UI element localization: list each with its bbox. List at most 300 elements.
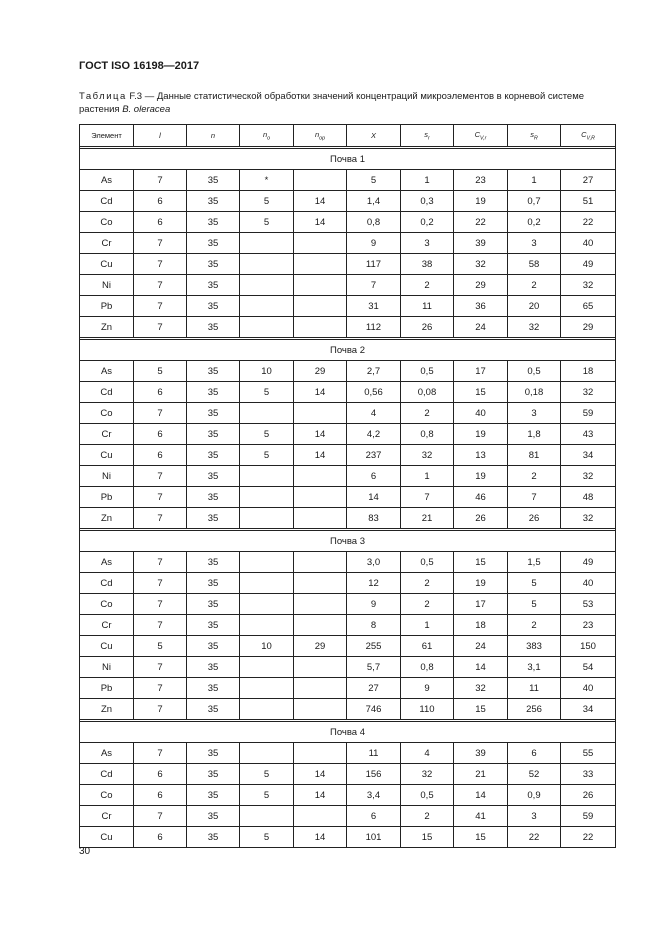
value-cell: 65 bbox=[561, 296, 616, 317]
value-cell: 3,0 bbox=[347, 552, 401, 573]
value-cell: 7 bbox=[134, 552, 187, 573]
value-cell: 2 bbox=[508, 275, 561, 296]
value-cell: 40 bbox=[561, 678, 616, 699]
value-cell: 9 bbox=[401, 678, 454, 699]
value-cell: 49 bbox=[561, 254, 616, 275]
value-cell bbox=[294, 508, 347, 529]
soil-section-row bbox=[80, 340, 616, 361]
table-row bbox=[80, 466, 616, 487]
value-cell: 3 bbox=[508, 403, 561, 424]
element-cell: As bbox=[80, 552, 134, 573]
value-cell: 46 bbox=[454, 487, 508, 508]
column-header: $n_{op}$ bbox=[294, 125, 347, 147]
value-cell bbox=[240, 657, 294, 678]
value-cell: 2,7 bbox=[347, 361, 401, 382]
caption-label: Таблица bbox=[79, 91, 127, 102]
value-cell: 24 bbox=[454, 317, 508, 338]
element-cell: Cu bbox=[80, 636, 134, 657]
table-row bbox=[80, 403, 616, 424]
value-cell: 18 bbox=[561, 361, 616, 382]
value-cell: 5 bbox=[240, 424, 294, 445]
value-cell: 10 bbox=[240, 636, 294, 657]
value-cell: 2 bbox=[401, 275, 454, 296]
value-cell: 38 bbox=[401, 254, 454, 275]
value-cell: 34 bbox=[561, 445, 616, 466]
value-cell bbox=[294, 254, 347, 275]
value-cell: 5 bbox=[240, 785, 294, 806]
value-cell: 35 bbox=[187, 403, 240, 424]
soil-section-row bbox=[80, 722, 616, 743]
table-row bbox=[80, 743, 616, 764]
value-cell: 35 bbox=[187, 361, 240, 382]
table-row bbox=[80, 170, 616, 191]
value-cell: 51 bbox=[561, 191, 616, 212]
value-cell: 10 bbox=[240, 361, 294, 382]
value-cell: 35 bbox=[187, 764, 240, 785]
value-cell: 22 bbox=[561, 827, 616, 848]
value-cell: 31 bbox=[347, 296, 401, 317]
value-cell: 17 bbox=[454, 594, 508, 615]
value-cell: 32 bbox=[561, 382, 616, 403]
value-cell: 27 bbox=[561, 170, 616, 191]
value-cell: 59 bbox=[561, 806, 616, 827]
value-cell: 0,5 bbox=[401, 785, 454, 806]
value-cell bbox=[294, 403, 347, 424]
value-cell: 35 bbox=[187, 254, 240, 275]
value-cell bbox=[240, 678, 294, 699]
caption-species: B. oleracea bbox=[122, 104, 171, 115]
value-cell: 11 bbox=[508, 678, 561, 699]
value-cell bbox=[294, 233, 347, 254]
value-cell: 5 bbox=[508, 573, 561, 594]
data-table bbox=[79, 124, 616, 848]
value-cell: 32 bbox=[561, 275, 616, 296]
value-cell: 6 bbox=[508, 743, 561, 764]
value-cell: 41 bbox=[454, 806, 508, 827]
value-cell: 35 bbox=[187, 699, 240, 720]
element-cell: Pb bbox=[80, 487, 134, 508]
value-cell: 35 bbox=[187, 170, 240, 191]
value-cell bbox=[240, 806, 294, 827]
value-cell: 7 bbox=[134, 487, 187, 508]
value-cell: 14 bbox=[294, 764, 347, 785]
value-cell: 19 bbox=[454, 424, 508, 445]
caption-number: F.3 bbox=[129, 91, 143, 102]
value-cell bbox=[294, 552, 347, 573]
value-cell: 19 bbox=[454, 191, 508, 212]
value-cell: 237 bbox=[347, 445, 401, 466]
value-cell: 14 bbox=[347, 487, 401, 508]
table-row bbox=[80, 657, 616, 678]
value-cell: 746 bbox=[347, 699, 401, 720]
value-cell: 5 bbox=[508, 594, 561, 615]
value-cell: 35 bbox=[187, 233, 240, 254]
column-header: $n_o$ bbox=[240, 125, 294, 147]
value-cell bbox=[240, 615, 294, 636]
value-cell: 35 bbox=[187, 424, 240, 445]
column-header: $s_R$ bbox=[508, 125, 561, 147]
soil-title: Почва 2 bbox=[80, 340, 616, 361]
element-cell: Zn bbox=[80, 317, 134, 338]
value-cell: 6 bbox=[134, 785, 187, 806]
element-cell: Cr bbox=[80, 233, 134, 254]
value-cell: * bbox=[240, 170, 294, 191]
element-cell: Co bbox=[80, 594, 134, 615]
value-cell: 7 bbox=[134, 678, 187, 699]
value-cell: 5 bbox=[240, 445, 294, 466]
value-cell: 5,7 bbox=[347, 657, 401, 678]
table-row bbox=[80, 615, 616, 636]
value-cell bbox=[294, 466, 347, 487]
value-cell: 15 bbox=[454, 552, 508, 573]
value-cell bbox=[240, 552, 294, 573]
value-cell: 7 bbox=[134, 466, 187, 487]
column-header: X bbox=[347, 125, 401, 147]
value-cell: 14 bbox=[294, 424, 347, 445]
value-cell: 23 bbox=[561, 615, 616, 636]
value-cell: 7 bbox=[134, 508, 187, 529]
value-cell: 6 bbox=[347, 466, 401, 487]
value-cell: 7 bbox=[134, 615, 187, 636]
value-cell: 1 bbox=[508, 170, 561, 191]
value-cell: 15 bbox=[454, 699, 508, 720]
value-cell: 59 bbox=[561, 403, 616, 424]
value-cell: 7 bbox=[134, 296, 187, 317]
value-cell: 7 bbox=[134, 699, 187, 720]
value-cell: 1 bbox=[401, 170, 454, 191]
value-cell: 32 bbox=[561, 508, 616, 529]
value-cell: 6 bbox=[134, 445, 187, 466]
value-cell: 4 bbox=[401, 743, 454, 764]
table-row bbox=[80, 424, 616, 445]
value-cell: 27 bbox=[347, 678, 401, 699]
table-row bbox=[80, 573, 616, 594]
value-cell: 40 bbox=[561, 233, 616, 254]
value-cell: 36 bbox=[454, 296, 508, 317]
value-cell: 150 bbox=[561, 636, 616, 657]
value-cell bbox=[240, 487, 294, 508]
value-cell: 7 bbox=[508, 487, 561, 508]
element-cell: Cu bbox=[80, 254, 134, 275]
value-cell: 32 bbox=[508, 317, 561, 338]
value-cell: 35 bbox=[187, 508, 240, 529]
value-cell bbox=[294, 594, 347, 615]
value-cell: 2 bbox=[401, 403, 454, 424]
value-cell: 8 bbox=[347, 615, 401, 636]
element-cell: Cr bbox=[80, 424, 134, 445]
value-cell: 9 bbox=[347, 233, 401, 254]
soil-title: Почва 4 bbox=[80, 722, 616, 743]
value-cell bbox=[240, 699, 294, 720]
table-row bbox=[80, 382, 616, 403]
value-cell: 26 bbox=[508, 508, 561, 529]
value-cell: 0,08 bbox=[401, 382, 454, 403]
table-row bbox=[80, 361, 616, 382]
value-cell: 7 bbox=[134, 657, 187, 678]
value-cell: 0,5 bbox=[401, 552, 454, 573]
value-cell: 35 bbox=[187, 827, 240, 848]
element-cell: Ni bbox=[80, 275, 134, 296]
value-cell: 7 bbox=[134, 573, 187, 594]
value-cell: 7 bbox=[134, 170, 187, 191]
value-cell: 6 bbox=[134, 827, 187, 848]
value-cell: 52 bbox=[508, 764, 561, 785]
value-cell: 1,4 bbox=[347, 191, 401, 212]
value-cell: 13 bbox=[454, 445, 508, 466]
value-cell: 5 bbox=[134, 361, 187, 382]
value-cell: 1,8 bbox=[508, 424, 561, 445]
value-cell: 3,1 bbox=[508, 657, 561, 678]
value-cell: 112 bbox=[347, 317, 401, 338]
value-cell: 7 bbox=[134, 317, 187, 338]
element-cell: Cd bbox=[80, 764, 134, 785]
value-cell: 7 bbox=[134, 254, 187, 275]
value-cell: 32 bbox=[401, 445, 454, 466]
value-cell: 6 bbox=[134, 764, 187, 785]
value-cell: 39 bbox=[454, 743, 508, 764]
value-cell bbox=[294, 678, 347, 699]
value-cell: 35 bbox=[187, 806, 240, 827]
soil-section-row bbox=[80, 149, 616, 170]
value-cell: 29 bbox=[454, 275, 508, 296]
value-cell: 7 bbox=[134, 403, 187, 424]
value-cell: 2 bbox=[401, 806, 454, 827]
element-cell: Co bbox=[80, 403, 134, 424]
element-cell: Cu bbox=[80, 445, 134, 466]
value-cell: 7 bbox=[134, 275, 187, 296]
soil-title: Почва 1 bbox=[80, 149, 616, 170]
column-header: $C_{V,R}$ bbox=[561, 125, 616, 147]
value-cell: 3 bbox=[508, 233, 561, 254]
value-cell: 1 bbox=[401, 466, 454, 487]
value-cell: 40 bbox=[561, 573, 616, 594]
value-cell: 35 bbox=[187, 552, 240, 573]
element-cell: As bbox=[80, 743, 134, 764]
table-row bbox=[80, 317, 616, 338]
table-row bbox=[80, 764, 616, 785]
value-cell: 24 bbox=[454, 636, 508, 657]
value-cell: 14 bbox=[454, 657, 508, 678]
value-cell: 5 bbox=[240, 212, 294, 233]
value-cell bbox=[294, 657, 347, 678]
value-cell: 18 bbox=[454, 615, 508, 636]
table-row bbox=[80, 275, 616, 296]
page-number: 30 bbox=[79, 846, 91, 857]
value-cell: 34 bbox=[561, 699, 616, 720]
value-cell: 9 bbox=[347, 594, 401, 615]
value-cell: 256 bbox=[508, 699, 561, 720]
value-cell: 14 bbox=[294, 785, 347, 806]
table-caption bbox=[79, 90, 619, 116]
value-cell: 14 bbox=[294, 827, 347, 848]
value-cell: 35 bbox=[187, 317, 240, 338]
value-cell: 0,18 bbox=[508, 382, 561, 403]
value-cell: 0,7 bbox=[508, 191, 561, 212]
value-cell: 6 bbox=[134, 424, 187, 445]
value-cell: 0,9 bbox=[508, 785, 561, 806]
value-cell bbox=[294, 615, 347, 636]
value-cell: 5 bbox=[240, 382, 294, 403]
value-cell: 7 bbox=[401, 487, 454, 508]
value-cell: 6 bbox=[134, 191, 187, 212]
value-cell: 55 bbox=[561, 743, 616, 764]
element-cell: Co bbox=[80, 785, 134, 806]
table-row bbox=[80, 233, 616, 254]
value-cell: 6 bbox=[134, 212, 187, 233]
value-cell: 5 bbox=[134, 636, 187, 657]
value-cell: 156 bbox=[347, 764, 401, 785]
value-cell: 5 bbox=[240, 191, 294, 212]
value-cell: 0,2 bbox=[401, 212, 454, 233]
document-header: ГОСТ ISO 16198—2017 bbox=[79, 60, 200, 72]
value-cell: 29 bbox=[294, 636, 347, 657]
table-row bbox=[80, 594, 616, 615]
element-cell: Zn bbox=[80, 699, 134, 720]
value-cell: 17 bbox=[454, 361, 508, 382]
value-cell: 3,4 bbox=[347, 785, 401, 806]
value-cell: 3 bbox=[401, 233, 454, 254]
value-cell: 14 bbox=[294, 445, 347, 466]
value-cell: 1,5 bbox=[508, 552, 561, 573]
value-cell bbox=[240, 233, 294, 254]
value-cell: 35 bbox=[187, 382, 240, 403]
value-cell: 53 bbox=[561, 594, 616, 615]
value-cell: 19 bbox=[454, 466, 508, 487]
table-row bbox=[80, 212, 616, 233]
value-cell: 29 bbox=[561, 317, 616, 338]
value-cell: 49 bbox=[561, 552, 616, 573]
value-cell: 58 bbox=[508, 254, 561, 275]
value-cell: 15 bbox=[454, 382, 508, 403]
value-cell: 0,8 bbox=[401, 424, 454, 445]
value-cell: 21 bbox=[401, 508, 454, 529]
value-cell: 26 bbox=[561, 785, 616, 806]
value-cell: 21 bbox=[454, 764, 508, 785]
table-row bbox=[80, 636, 616, 657]
column-header: $s_r$ bbox=[401, 125, 454, 147]
value-cell bbox=[240, 594, 294, 615]
value-cell: 32 bbox=[401, 764, 454, 785]
value-cell: 83 bbox=[347, 508, 401, 529]
value-cell bbox=[240, 573, 294, 594]
element-cell: Zn bbox=[80, 508, 134, 529]
value-cell: 0,8 bbox=[401, 657, 454, 678]
value-cell: 14 bbox=[454, 785, 508, 806]
table-row bbox=[80, 806, 616, 827]
value-cell: 35 bbox=[187, 594, 240, 615]
value-cell: 35 bbox=[187, 636, 240, 657]
value-cell: 255 bbox=[347, 636, 401, 657]
value-cell: 11 bbox=[347, 743, 401, 764]
value-cell: 39 bbox=[454, 233, 508, 254]
value-cell: 22 bbox=[454, 212, 508, 233]
table-row bbox=[80, 699, 616, 720]
element-cell: Ni bbox=[80, 466, 134, 487]
value-cell: 61 bbox=[401, 636, 454, 657]
value-cell bbox=[240, 254, 294, 275]
value-cell: 35 bbox=[187, 275, 240, 296]
value-cell: 33 bbox=[561, 764, 616, 785]
value-cell bbox=[294, 573, 347, 594]
value-cell: 5 bbox=[240, 764, 294, 785]
value-cell: 35 bbox=[187, 296, 240, 317]
value-cell: 35 bbox=[187, 445, 240, 466]
table-row bbox=[80, 254, 616, 275]
column-header: n bbox=[187, 125, 240, 147]
value-cell: 7 bbox=[134, 743, 187, 764]
value-cell: 11 bbox=[401, 296, 454, 317]
value-cell: 6 bbox=[134, 382, 187, 403]
value-cell bbox=[294, 170, 347, 191]
value-cell bbox=[240, 403, 294, 424]
value-cell: 14 bbox=[294, 212, 347, 233]
value-cell: 5 bbox=[240, 827, 294, 848]
element-cell: Cd bbox=[80, 573, 134, 594]
value-cell: 19 bbox=[454, 573, 508, 594]
element-cell: Cu bbox=[80, 827, 134, 848]
value-cell: 20 bbox=[508, 296, 561, 317]
value-cell: 48 bbox=[561, 487, 616, 508]
table-row bbox=[80, 508, 616, 529]
value-cell: 35 bbox=[187, 678, 240, 699]
element-cell: Pb bbox=[80, 296, 134, 317]
table-row bbox=[80, 487, 616, 508]
value-cell: 4 bbox=[347, 403, 401, 424]
element-cell: Cr bbox=[80, 615, 134, 636]
value-cell: 101 bbox=[347, 827, 401, 848]
value-cell bbox=[240, 296, 294, 317]
table-row bbox=[80, 827, 616, 848]
element-cell: As bbox=[80, 170, 134, 191]
value-cell: 23 bbox=[454, 170, 508, 191]
value-cell: 7 bbox=[347, 275, 401, 296]
value-cell: 15 bbox=[454, 827, 508, 848]
value-cell: 7 bbox=[134, 594, 187, 615]
value-cell bbox=[240, 508, 294, 529]
value-cell bbox=[294, 275, 347, 296]
element-cell: Cd bbox=[80, 382, 134, 403]
value-cell: 117 bbox=[347, 254, 401, 275]
value-cell: 32 bbox=[454, 678, 508, 699]
value-cell: 4,2 bbox=[347, 424, 401, 445]
element-cell: Cr bbox=[80, 806, 134, 827]
value-cell: 54 bbox=[561, 657, 616, 678]
element-cell: Cd bbox=[80, 191, 134, 212]
value-cell: 2 bbox=[508, 615, 561, 636]
value-cell: 35 bbox=[187, 466, 240, 487]
value-cell: 0,5 bbox=[401, 361, 454, 382]
value-cell bbox=[294, 699, 347, 720]
value-cell bbox=[294, 806, 347, 827]
value-cell: 22 bbox=[561, 212, 616, 233]
table-header-row bbox=[80, 125, 616, 147]
element-cell: Co bbox=[80, 212, 134, 233]
column-header: Элемент bbox=[80, 125, 134, 147]
value-cell: 14 bbox=[294, 191, 347, 212]
value-cell: 35 bbox=[187, 657, 240, 678]
element-cell: Pb bbox=[80, 678, 134, 699]
table-row bbox=[80, 678, 616, 699]
table-row bbox=[80, 785, 616, 806]
value-cell: 7 bbox=[134, 233, 187, 254]
table-row bbox=[80, 296, 616, 317]
element-cell: Ni bbox=[80, 657, 134, 678]
value-cell: 12 bbox=[347, 573, 401, 594]
value-cell: 14 bbox=[294, 382, 347, 403]
element-cell: As bbox=[80, 361, 134, 382]
column-header: $C_{V,r}$ bbox=[454, 125, 508, 147]
value-cell: 7 bbox=[134, 806, 187, 827]
